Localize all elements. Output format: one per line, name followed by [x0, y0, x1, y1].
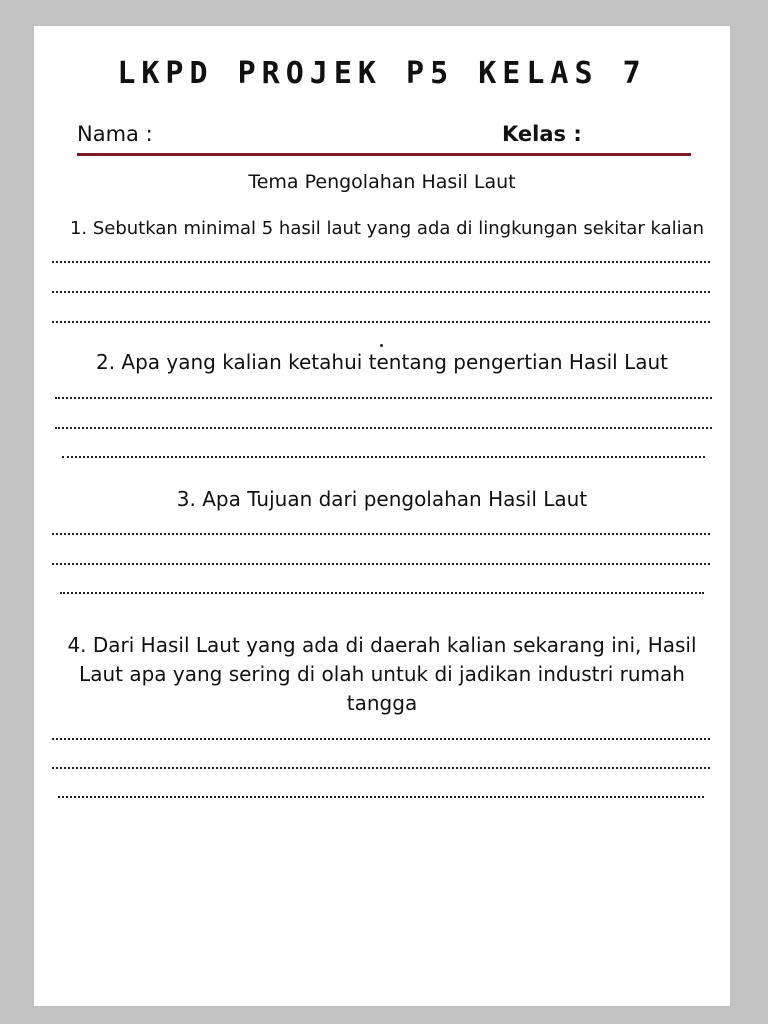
- worksheet-title: LKPD PROJEK P5 KELAS 7: [117, 56, 647, 91]
- answer-line[interactable]: [60, 592, 704, 594]
- stray-dot: [380, 344, 383, 347]
- worksheet-page: [34, 26, 730, 1006]
- kelas-label: Kelas :: [502, 122, 582, 146]
- answer-line[interactable]: [52, 738, 710, 740]
- theme-heading: Tema Pengolahan Hasil Laut: [248, 171, 516, 193]
- nama-label: Nama :: [77, 122, 153, 146]
- answer-line[interactable]: [52, 767, 710, 769]
- answer-line[interactable]: [52, 533, 710, 535]
- answer-line[interactable]: [55, 427, 712, 429]
- header-divider: [77, 153, 691, 156]
- question-4: 4. Dari Hasil Laut yang ada di daerah kalian sekarang ini, Hasil Laut apa yang sering di olah untuk di jadikan industri rumah tangga: [67, 633, 697, 715]
- answer-line[interactable]: [52, 321, 710, 323]
- answer-line[interactable]: [55, 397, 712, 399]
- answer-line[interactable]: [58, 796, 704, 798]
- question-2: 2. Apa yang kalian ketahui tentang pengertian Hasil Laut: [95, 350, 668, 374]
- question-3: 3. Apa Tujuan dari pengolahan Hasil Laut: [176, 487, 588, 511]
- answer-line[interactable]: [62, 456, 705, 458]
- answer-line[interactable]: [52, 291, 710, 293]
- answer-line[interactable]: [52, 563, 710, 565]
- answer-line[interactable]: [52, 261, 710, 263]
- question-1: 1. Sebutkan minimal 5 hasil laut yang ada di lingkungan sekitar kalian: [69, 218, 705, 239]
